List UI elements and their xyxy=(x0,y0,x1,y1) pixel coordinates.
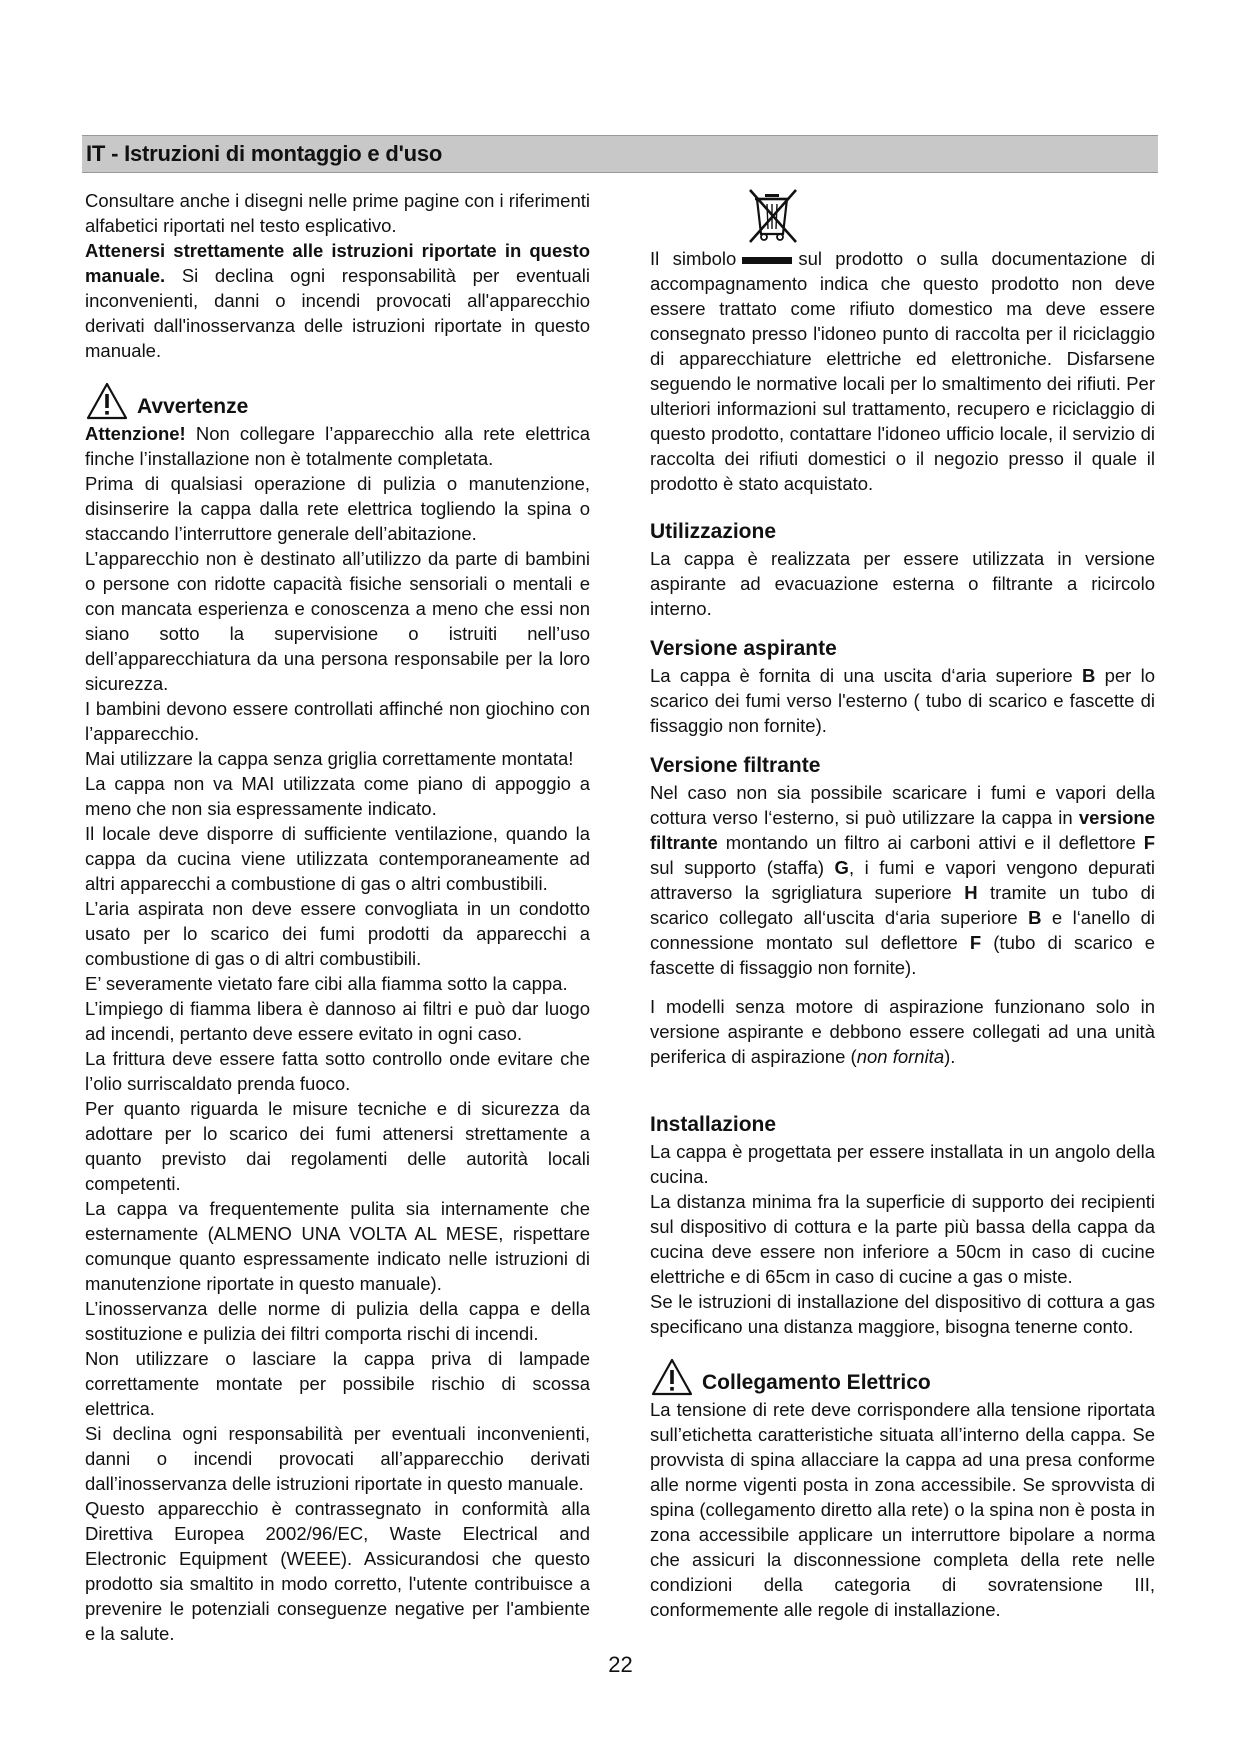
filtrante-bold: H xyxy=(964,882,978,903)
filtrante-text: sul supporto (staffa) xyxy=(650,857,835,878)
weee-bar-symbol xyxy=(742,257,792,264)
versione-aspirante-heading: Versione aspirante xyxy=(650,637,837,660)
installazione-paragraph: La cappa è progettata per essere installata in un angolo della cucina. xyxy=(650,1141,1155,1187)
versione-filtrante-heading: Versione filtrante xyxy=(650,754,821,777)
avvertenze-heading-row xyxy=(85,381,590,421)
avvertenze-paragraph: Questo apparecchio è contrassegnato in conformità alla Direttiva Europea 2002/96/EC, Waste Electrical and Electronic Equipment (WEEE). Assicurandosi che questo prodotto sia smaltito in modo corretto, l'utente contribuisce a prevenire le potenziali conseguenze negative per l'ambiente e la salute. xyxy=(85,1498,590,1644)
installazione-paragraph: La distanza minima fra la superficie di supporto dei recipienti sul dispositivo di cottura e la parte più bassa della cappa da cucina deve essere non inferiore a 50cm in caso di cucine elettriche e di 65cm in caso di cucine a gas o miste. xyxy=(650,1191,1155,1287)
intro-warning-paragraph xyxy=(85,238,590,363)
avvertenze-paragraph: L’apparecchio non è destinato all’utilizzo da parte di bambini o persone con ridotte capacità fisiche sensoriali o mentali e con mancata esperienza e conoscenza a meno che essi non siano sotto la supervisione o istruiti nell’uso dell’apparecchiatura da una persona responsabile per la loro sicurezza. xyxy=(85,548,590,694)
intro-paragraph: Consultare anche i disegni nelle prime pagine con i riferimenti alfabetici riportati nel testo esplicativo. xyxy=(85,190,590,236)
aspirante-text: La cappa è fornita di una uscita d‘aria superiore xyxy=(650,665,1082,686)
filtrante-bold: versione filtrante xyxy=(650,807,1155,853)
filtrante-bold: G xyxy=(834,857,849,878)
versione-filtrante-paragraph xyxy=(650,780,1155,980)
avvertenze-paragraph: Non utilizzare o lasciare la cappa priva di lampade correttamente montate per possibile rischio di scossa elettrica. xyxy=(85,1348,590,1419)
weee-text-before: Il simbolo xyxy=(650,248,737,269)
avvertenze-paragraph: Si declina ogni responsabilità per eventuali inconvenienti, danni o incendi provocati all’apparecchio derivati dall’inosservanza delle istruzioni riportate in questo manuale. xyxy=(85,1423,590,1494)
avvertenze-heading: Avvertenze xyxy=(137,395,249,418)
avvertenze-paragraph: Per quanto riguarda le misure tecniche e di sicurezza da adottare per lo scarico dei fumi attenersi strettamente a quanto previsto dai regolamenti delle autorità locali competenti. xyxy=(85,1098,590,1194)
versione-aspirante-paragraph xyxy=(650,663,1155,738)
filtrante-bold: B xyxy=(1028,907,1042,928)
installazione-heading: Installazione xyxy=(650,1113,777,1136)
right-column xyxy=(650,188,1155,1622)
left-column xyxy=(85,188,590,1646)
modelli-senza-motore-paragraph xyxy=(650,994,1155,1069)
modelli-text: I modelli senza motore di aspirazione funzionano solo in versione aspirante e debbono essere collegati ad una unità periferica di aspirazione ( xyxy=(650,996,1155,1067)
avvertenze-paragraph: L’impiego di fiamma libera è dannoso ai filtri e può dar luogo ad incendi, pertanto deve essere evitato in ogni caso. xyxy=(85,998,590,1044)
utilizzazione-paragraph: La cappa è realizzata per essere utilizzata in versione aspirante ad evacuazione esterna o filtrante a ricircolo interno. xyxy=(650,548,1155,619)
aspirante-bold: B xyxy=(1081,665,1096,686)
section-title-bar xyxy=(82,135,1158,173)
avvertenze-paragraph: La cappa non va MAI utilizzata come piano di appoggio a meno che non sia espressamente indicato. xyxy=(85,773,590,819)
filtrante-bold: F xyxy=(1143,832,1155,853)
avvertenze-paragraph: Mai utilizzare la cappa senza griglia correttamente montata! xyxy=(85,748,574,769)
avvertenze-paragraph: Prima di qualsiasi operazione di pulizia o manutenzione, disinserire la cappa dalla rete elettrica togliendo la spina o staccando l’interruttore generale dell’abitazione. xyxy=(85,473,590,544)
weee-text-after: sul prodotto o sulla documentazione di accompagnamento indica che questo prodotto non deve essere trattato come rifiuto domestico ma deve essere consegnato presso l'idoneo punto di raccolta per il riciclaggio di apparecchiature elettriche ed elettroniche. Disfarsene seguendo le normative locali per lo smaltimento dei rifiuti. Per ulteriori informazioni sul trattamento, recupero e riciclaggio di questo prodotto, contattare l'idoneo ufficio locale, il servizio di raccolta dei rifiuti domestici o il negozio presso il quale il prodotto è stato acquistato. xyxy=(650,248,1155,494)
avvertenze-paragraph: La frittura deve essere fatta sotto controllo onde evitare che l’olio surriscaldato prenda fuoco. xyxy=(85,1048,590,1094)
modelli-text: ). xyxy=(944,1046,956,1067)
filtrante-text: montando un filtro ai carboni attivi e il deflettore xyxy=(717,832,1144,853)
installazione-paragraph: Se le istruzioni di installazione del dispositivo di cottura a gas specificano una distanza maggiore, bisogna tenerne conto. xyxy=(650,1291,1155,1337)
weee-paragraph xyxy=(650,246,1155,496)
utilizzazione-heading: Utilizzazione xyxy=(650,520,777,543)
filtrante-text: (tubo di scarico e fascette di fissaggio non fornite). xyxy=(650,932,1155,978)
attenzione-rest: Non collegare l’apparecchio alla rete elettrica finche l’installazione non è totalmente completata. xyxy=(85,423,590,469)
intro-bold-text: Attenersi strettamente alle istruzioni riportate in questo manuale. xyxy=(85,240,590,286)
modelli-italic: non fornita xyxy=(856,1046,945,1067)
avvertenze-paragraph: E’ severamente vietato fare cibi alla fiamma sotto la cappa. xyxy=(85,973,568,994)
attenzione-bold: Attenzione! xyxy=(85,423,186,444)
warning-triangle-icon xyxy=(650,1357,694,1397)
avvertenze-paragraph: L’aria aspirata non deve essere convogliata in un condotto usato per lo scarico dei fumi prodotti da apparecchi a combustione di gas o di altri combustibili. xyxy=(85,898,590,969)
avvertenze-paragraph: L’inosservanza delle norme di pulizia della cappa e della sostituzione e pulizia dei filtri comporta rischi di incendi. xyxy=(85,1298,590,1344)
page-title: IT - Istruzioni di montaggio e d'uso xyxy=(86,141,443,166)
crossed-bin-icon xyxy=(746,188,800,244)
page-number: 22 xyxy=(608,1652,633,1677)
collegamento-heading-row xyxy=(650,1357,1155,1397)
filtrante-text: tramite un tubo di scarico collegato all‘uscita d‘aria superiore xyxy=(650,882,1155,928)
filtrante-text: e l‘anello di connessione montato sul deflettore xyxy=(650,907,1155,953)
avvertenze-paragraph: Il locale deve disporre di sufficiente ventilazione, quando la cappa da cucina viene utilizzata contemporaneamente ad altri apparecchi a combustione di gas o altri combustibili. xyxy=(85,823,590,894)
filtrante-text: Nel caso non sia possibile scaricare i fumi e vapori della cottura verso l‘esterno, si può utilizzare la cappa in xyxy=(650,782,1155,828)
aspirante-text: per lo scarico dei fumi verso l'esterno ( tubo di scarico e fascette di fissaggio non fornite). xyxy=(650,665,1155,736)
attenzione-paragraph xyxy=(85,421,590,471)
collegamento-heading: Collegamento Elettrico xyxy=(702,1371,931,1394)
weee-symbol-wrap xyxy=(650,188,1155,246)
intro-rest-text: Si declina ogni responsabilità per eventuali inconvenienti, danni o incendi provocati all'apparecchio derivati dall'inosservanza delle istruzioni riportate in questo manuale. xyxy=(85,265,590,361)
collegamento-paragraph: La tensione di rete deve corrispondere alla tensione riportata sull’etichetta caratteristiche situata all’interno della cappa. Se provvista di spina allacciare la cappa ad una presa conforme alle norme vigenti posta in zona accessibile. Se sprovvista di spina (collegamento diretto alla rete) o la spina non è posta in zona accessibile applicare un interruttore bipolare a norma che assicuri la disconnessione completa della rete nelle condizioni della categoria di sovratensione III, conformemente alle regole di installazione. xyxy=(650,1399,1155,1620)
filtrante-bold: F xyxy=(969,932,982,953)
avvertenze-paragraph: La cappa va frequentemente pulita sia internamente che esternamente (ALMENO UNA VOLTA AL MESE, rispettare comunque quanto espressamente indicato nelle istruzioni di manutenzione riportate in questo manuale). xyxy=(85,1198,590,1294)
filtrante-text: , i fumi e vapori vengono depurati attraverso la sgrigliatura superiore xyxy=(650,857,1155,903)
warning-triangle-icon xyxy=(85,381,129,421)
avvertenze-paragraph: I bambini devono essere controllati affinché non giochino con l’apparecchio. xyxy=(85,698,590,744)
